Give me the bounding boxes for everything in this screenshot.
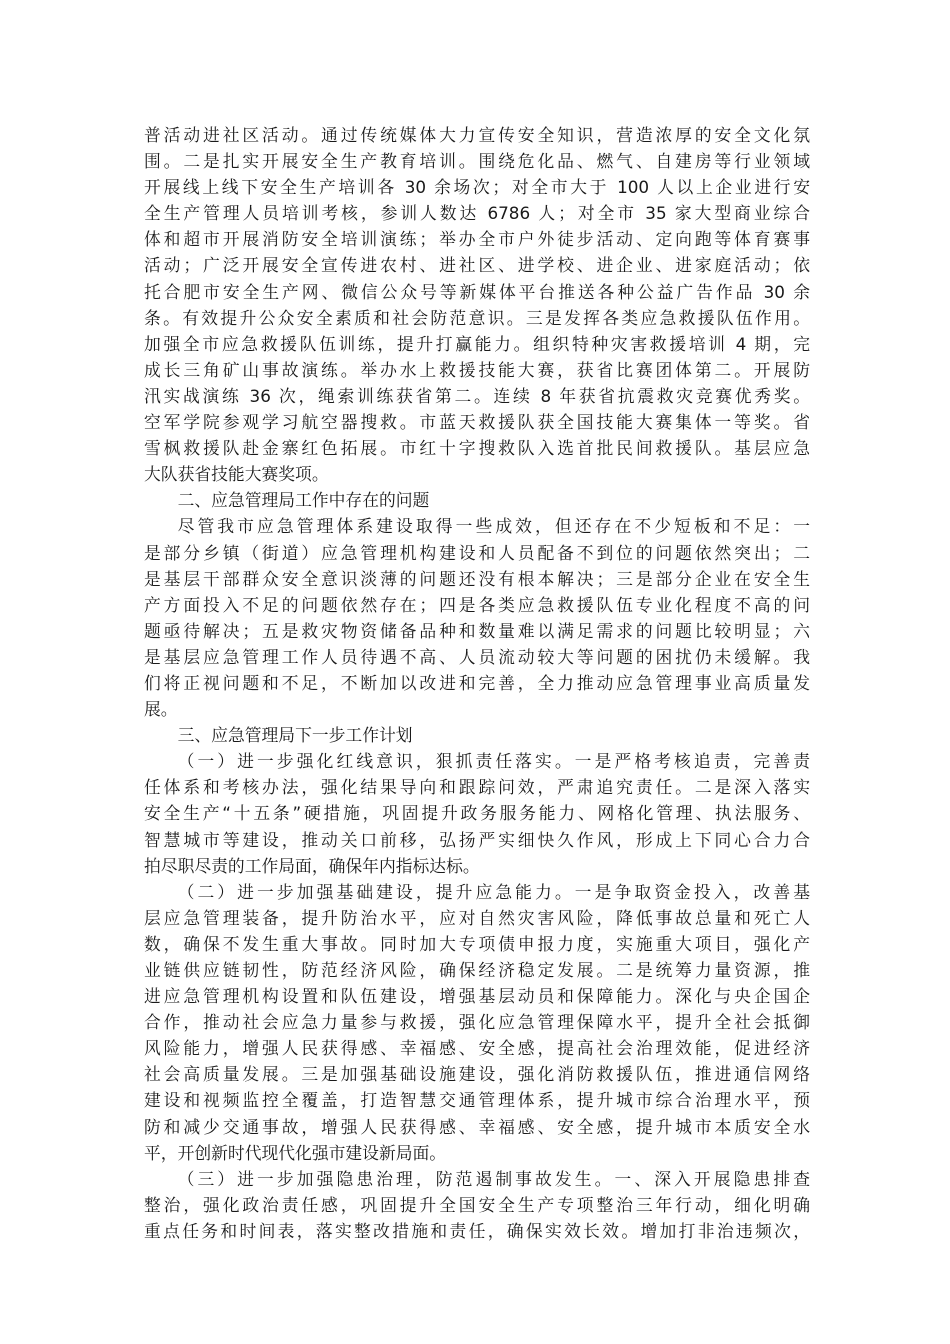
text-line: （一）进一步强化红线意识，狠抓责任落实。一是严格考核追责，完善责 [177,751,810,772]
text-line: 重点任务和时间表，落实整改措施和责任，确保实效长效。增加打非治违频次， [144,1220,810,1241]
text-line: 任体系和考核办法，强化结果导向和跟踪问效，严肃追究责任。二是深入落实 [144,777,810,798]
plan-item-2-paragraph [144,879,810,1166]
text-line: 拍尽职尽责的工作局面，确保年内指标达标。 [144,855,480,876]
text-line: 大队获省技能大赛奖项。 [144,464,329,485]
text-line: 雪枫救援队赴金寨红色拓展。市红十字搜救队入选首批民间救援队。基层应急 [144,438,810,459]
text-line: 空军学院参观学习航空器搜救。市蓝天救援队获全国技能大赛集体一等奖。省 [144,412,810,433]
text-line: 数，确保不发生重大事故。同时加大专项债申报力度，实施重大项目，强化产 [144,933,810,954]
section-2-paragraph [144,513,810,722]
text-line: 托合肥市安全生产网、微信公众号等新媒体平台推送各种公益广告作品 30 余 [144,281,810,302]
text-line: 防和减少交通事故，增强人民获得感、幸福感、安全感，提升城市本质安全水 [144,1116,810,1137]
text-line: 全生产管理人员培训考核，参训人数达 6786 人；对全市 35 家大型商业综合 [144,203,810,224]
section-2-heading: 二、应急管理局工作中存在的问题 [177,490,430,511]
plan-item-3-paragraph [144,1166,810,1244]
text-line: 汛实战演练 36 次，绳索训练获省第二。连续 8 年获省抗震救灾竞赛优秀奖。 [144,385,810,406]
text-line: 尽管我市应急管理体系建设取得一些成效，但还存在不少短板和不足：一 [177,516,810,537]
text-line: 开展线上线下安全生产培训各 30 余场次；对全市大于 100 人以上企业进行安 [144,177,810,198]
text-line: 题亟待解决；五是救灾物资储备品种和数量难以满足需求的问题比较明显；六 [144,620,810,641]
section-3-heading: 三、应急管理局下一步工作计划 [177,725,413,746]
document-page [144,122,810,1244]
text-line: 是部分乡镇（街道）应急管理机构建设和人员配备不到位的问题依然突出；二 [144,542,810,563]
intro-paragraph [144,122,810,487]
text-line: 整治，强化政治责任感，巩固提升全国安全生产专项整治三年行动，细化明确 [144,1194,810,1215]
text-line: 展。 [144,699,178,720]
text-line: 平，开创新时代现代化强市建设新局面。 [144,1142,447,1163]
text-line: （二）进一步加强基础建设，提升应急能力。一是争取资金投入，改善基 [177,881,810,902]
text-line: 体和超市开展消防安全培训演练；举办全市户外徒步活动、定向跑等体育赛事 [144,229,810,250]
text-line: 风险能力，增强人民获得感、幸福感、安全感，提高社会治理效能，促进经济 [144,1038,810,1059]
text-line: 社会高质量发展。三是加强基础设施建设，强化消防救援队伍，推进通信网络 [144,1064,810,1085]
text-line: 条。有效提升公众安全素质和社会防范意识。三是发挥各类应急救援队伍作用。 [144,307,810,328]
text-line: 进应急管理机构设置和队伍建设，增强基层动员和保障能力。深化与央企国企 [144,986,810,1007]
plan-item-1-paragraph [144,748,810,878]
text-line: （三）进一步加强隐患治理，防范遏制事故发生。一、深入开展隐患排查 [177,1168,810,1189]
text-line: 合作，推动社会应急力量参与救援，强化应急管理保障水平，提升全社会抵御 [144,1012,810,1033]
text-line: 是基层应急管理工作人员待遇不高、人员流动较大等问题的困扰仍未缓解。我 [144,646,810,667]
text-line: 产方面投入不足的问题依然存在；四是各类应急救援队伍专业化程度不高的问 [144,594,810,615]
text-line: 活动；广泛开展安全宣传进农村、进社区、进学校、进企业、进家庭活动；依 [144,255,810,276]
text-line: 围。二是扎实开展安全生产教育培训。围绕危化品、燃气、自建房等行业领域 [144,151,810,172]
text-line: 成长三角矿山事故演练。举办水上救援技能大赛，获省比赛团体第二。开展防 [144,359,810,380]
text-line: 加强全市应急救援队伍训练，提升打赢能力。组织特种灾害救援培训 4 期，完 [144,333,810,354]
text-line: 普活动进社区活动。通过传统媒体大力宣传安全知识，营造浓厚的安全文化氛 [144,125,810,145]
text-line: 是基层干部群众安全意识淡薄的问题还没有根本解决；三是部分企业在安全生 [144,568,810,589]
text-line: 智慧城市等建设，推动关口前移，弘扬严实细快久作风，形成上下同心合力合 [144,829,810,850]
text-line: 安全生产“十五条”硬措施，巩固提升政务服务能力、网格化管理、执法服务、 [144,803,810,824]
text-line: 业链供应链韧性，防范经济风险，确保经济稳定发展。二是统筹力量资源，推 [144,960,810,980]
text-line: 们将正视问题和不足，不断加以改进和完善，全力推动应急管理事业高质量发 [144,672,810,693]
text-line: 层应急管理装备，提升防治水平，应对自然灾害风险，降低事故总量和死亡人 [144,907,810,928]
text-line: 建设和视频监控全覆盖，打造智慧交通管理体系，提升城市综合治理水平，预 [144,1090,810,1111]
